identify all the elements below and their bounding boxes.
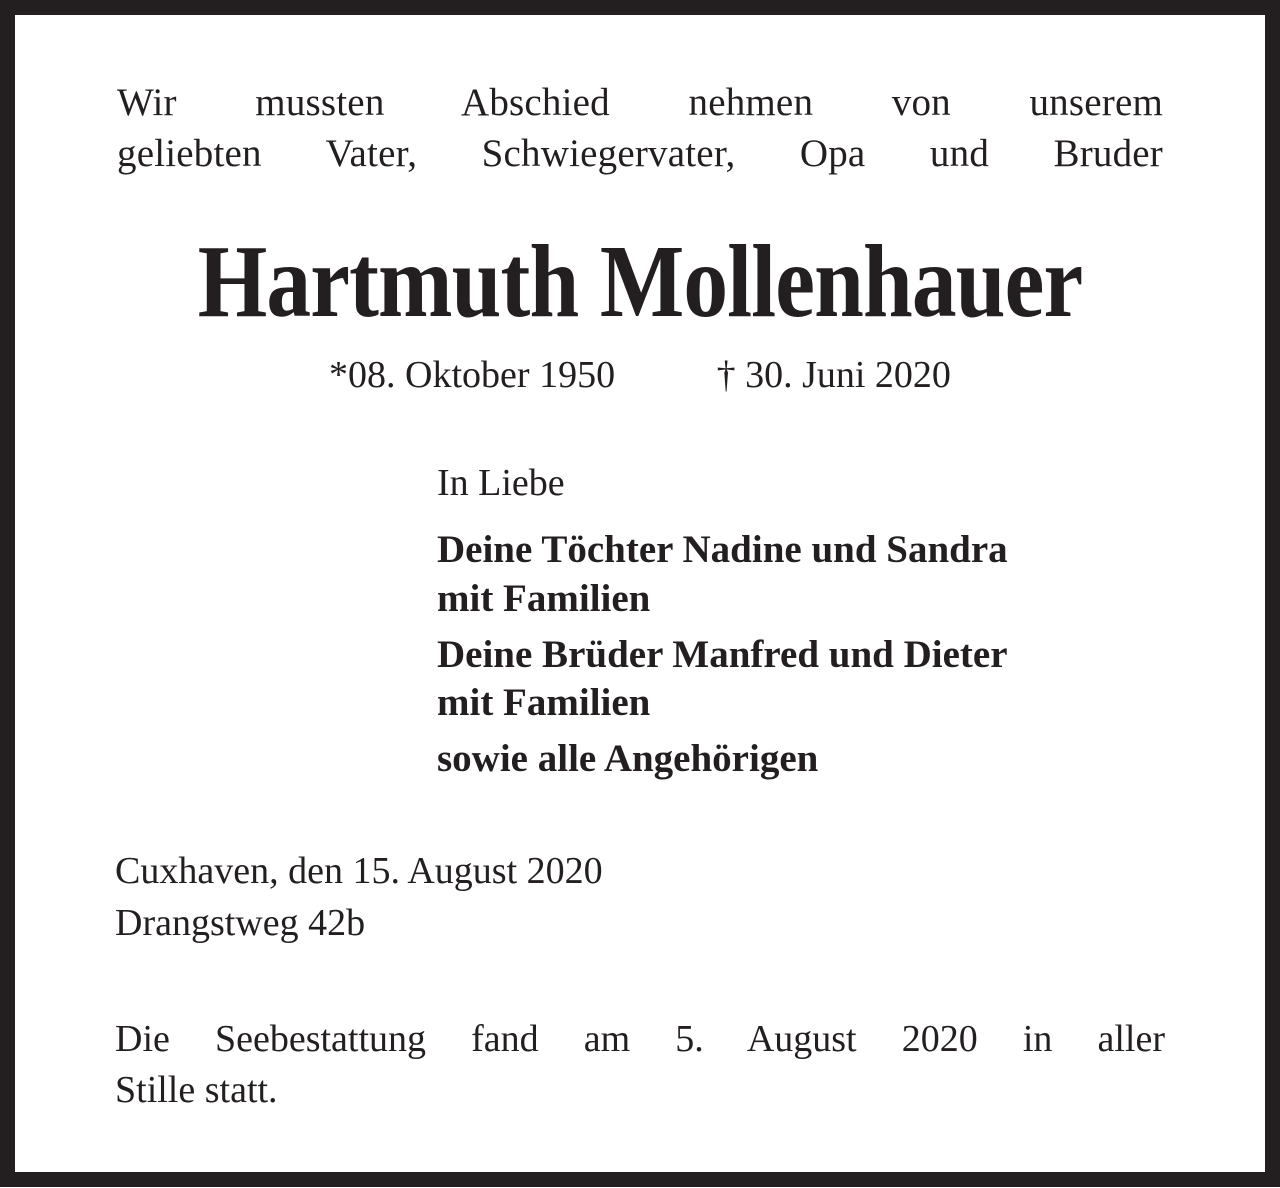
mourner-line: Deine Töchter Nadine und Sandra bbox=[437, 528, 1008, 571]
death-date: † 30. Juni 2020 bbox=[716, 354, 951, 396]
intro-paragraph bbox=[117, 77, 1163, 179]
intro-line-1: Wir mussten Abschied nehmen von unserem bbox=[117, 81, 1163, 124]
place-and-date: Cuxhaven, den 15. August 2020 bbox=[115, 850, 603, 892]
life-dates bbox=[15, 353, 1265, 397]
closing-line-1: Die Seebestattung fand am 5. August 2020 in aller bbox=[115, 1018, 1165, 1060]
closing-paragraph bbox=[115, 1014, 1165, 1116]
birth-date: *08. Oktober 1950 bbox=[329, 354, 616, 396]
address: Drangstweg 42b bbox=[115, 902, 366, 944]
mourner-line: mit Familien bbox=[437, 681, 651, 724]
mourner-line: sowie alle Angehörigen bbox=[437, 737, 819, 780]
closing-line-2: Stille statt. bbox=[115, 1069, 278, 1111]
obituary-content bbox=[15, 15, 1265, 1172]
intro-line-2: geliebten Vater, Schwiegervater, Opa und Bruder bbox=[117, 132, 1163, 175]
mourner-line: mit Familien bbox=[437, 577, 651, 620]
in-love-label: In Liebe bbox=[437, 462, 565, 504]
mourner-line: Deine Brüder Manfred und Dieter bbox=[437, 633, 1008, 676]
deceased-name: Hartmuth Mollenhauer bbox=[197, 224, 1083, 339]
